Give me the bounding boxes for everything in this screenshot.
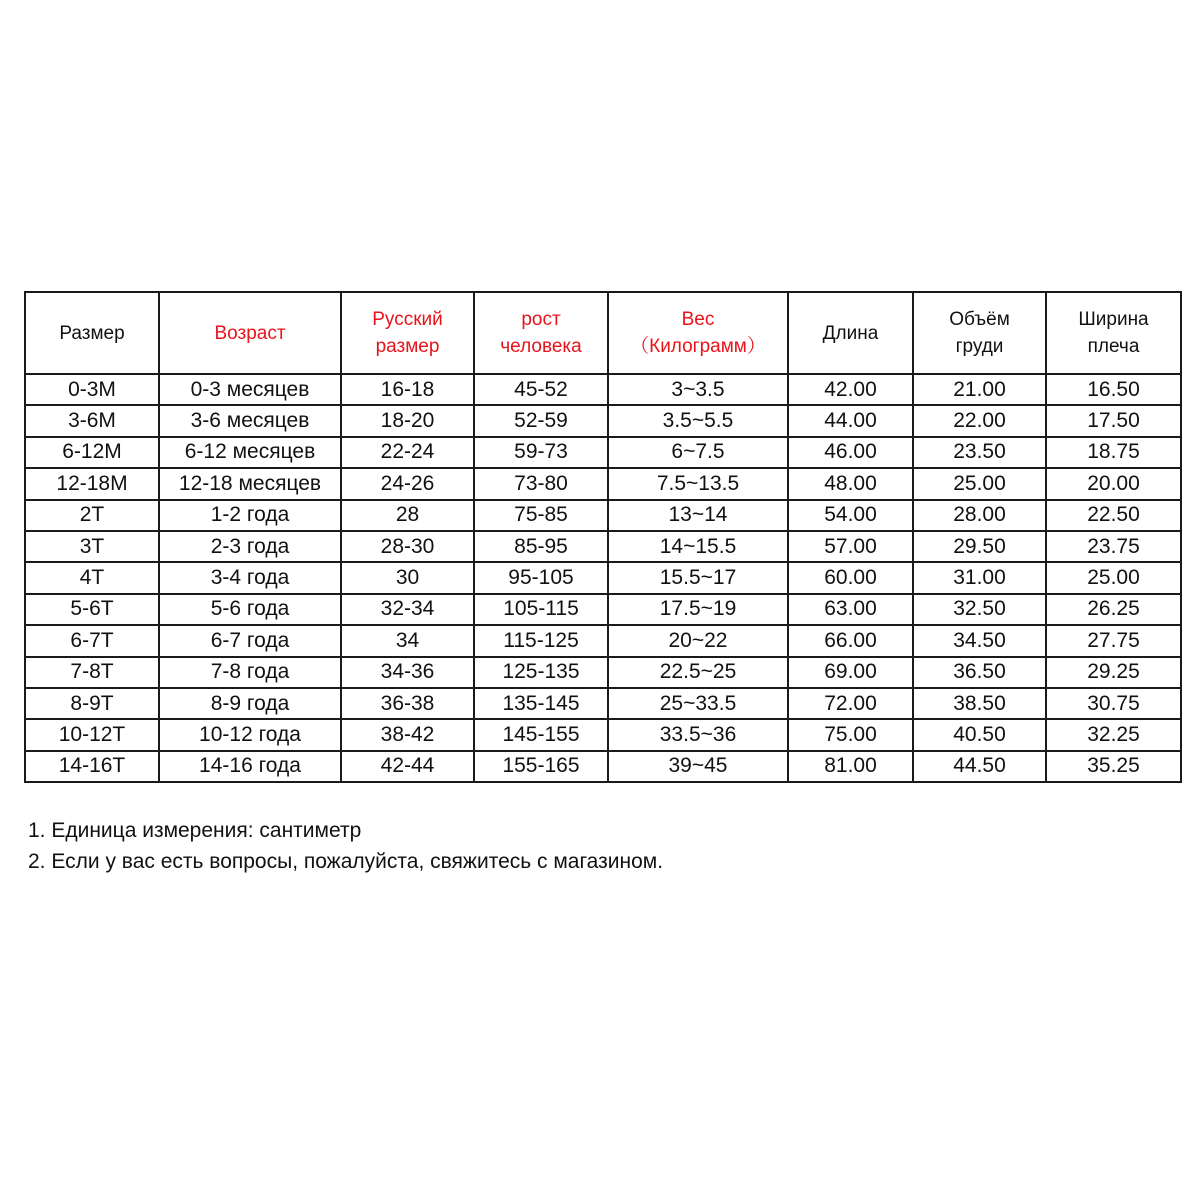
cell-weight: 14~15.5 xyxy=(608,531,788,562)
table-row xyxy=(25,500,1181,531)
cell-height: 125-135 xyxy=(474,657,608,688)
cell-age: 12-18 месяцев xyxy=(159,468,341,499)
cell-length: 81.00 xyxy=(788,751,913,782)
cell-shoulder: 16.50 xyxy=(1046,374,1181,405)
cell-weight: 39~45 xyxy=(608,751,788,782)
cell-russian-size: 30 xyxy=(341,562,474,593)
table-row xyxy=(25,405,1181,436)
cell-shoulder: 25.00 xyxy=(1046,562,1181,593)
table-row xyxy=(25,531,1181,562)
cell-shoulder: 20.00 xyxy=(1046,468,1181,499)
cell-length: 48.00 xyxy=(788,468,913,499)
header-shoulder: Ширина плеча xyxy=(1046,292,1181,374)
cell-russian-size: 18-20 xyxy=(341,405,474,436)
cell-chest: 25.00 xyxy=(913,468,1046,499)
cell-weight: 3.5~5.5 xyxy=(608,405,788,436)
cell-russian-size: 42-44 xyxy=(341,751,474,782)
cell-age: 5-6 года xyxy=(159,594,341,625)
cell-length: 66.00 xyxy=(788,625,913,656)
cell-weight: 6~7.5 xyxy=(608,437,788,468)
cell-age: 3-4 года xyxy=(159,562,341,593)
cell-weight: 17.5~19 xyxy=(608,594,788,625)
cell-shoulder: 30.75 xyxy=(1046,688,1181,719)
header-age: Возраст xyxy=(159,292,341,374)
cell-chest: 29.50 xyxy=(913,531,1046,562)
cell-shoulder: 32.25 xyxy=(1046,719,1181,750)
cell-chest: 44.50 xyxy=(913,751,1046,782)
cell-age: 6-7 года xyxy=(159,625,341,656)
cell-age: 3-6 месяцев xyxy=(159,405,341,436)
cell-weight: 25~33.5 xyxy=(608,688,788,719)
cell-size: 5-6T xyxy=(25,594,159,625)
cell-size: 8-9T xyxy=(25,688,159,719)
cell-shoulder: 29.25 xyxy=(1046,657,1181,688)
cell-russian-size: 34 xyxy=(341,625,474,656)
cell-length: 69.00 xyxy=(788,657,913,688)
header-chest: Объём груди xyxy=(913,292,1046,374)
cell-weight: 15.5~17 xyxy=(608,562,788,593)
header-length: Длина xyxy=(788,292,913,374)
cell-age: 0-3 месяцев xyxy=(159,374,341,405)
cell-chest: 40.50 xyxy=(913,719,1046,750)
table-row xyxy=(25,719,1181,750)
cell-shoulder: 23.75 xyxy=(1046,531,1181,562)
cell-age: 6-12 месяцев xyxy=(159,437,341,468)
cell-shoulder: 27.75 xyxy=(1046,625,1181,656)
cell-size: 3T xyxy=(25,531,159,562)
table-row xyxy=(25,437,1181,468)
cell-length: 63.00 xyxy=(788,594,913,625)
cell-size: 6-7T xyxy=(25,625,159,656)
cell-height: 95-105 xyxy=(474,562,608,593)
cell-height: 135-145 xyxy=(474,688,608,719)
cell-weight: 13~14 xyxy=(608,500,788,531)
cell-chest: 38.50 xyxy=(913,688,1046,719)
cell-weight: 22.5~25 xyxy=(608,657,788,688)
cell-size: 7-8T xyxy=(25,657,159,688)
cell-height: 75-85 xyxy=(474,500,608,531)
cell-height: 155-165 xyxy=(474,751,608,782)
cell-russian-size: 22-24 xyxy=(341,437,474,468)
size-chart-table xyxy=(24,291,1182,783)
cell-chest: 21.00 xyxy=(913,374,1046,405)
cell-shoulder: 35.25 xyxy=(1046,751,1181,782)
table-row xyxy=(25,468,1181,499)
cell-chest: 23.50 xyxy=(913,437,1046,468)
cell-age: 10-12 года xyxy=(159,719,341,750)
cell-chest: 22.00 xyxy=(913,405,1046,436)
cell-shoulder: 26.25 xyxy=(1046,594,1181,625)
table-row xyxy=(25,625,1181,656)
table-row xyxy=(25,688,1181,719)
cell-size: 2T xyxy=(25,500,159,531)
cell-height: 45-52 xyxy=(474,374,608,405)
cell-length: 54.00 xyxy=(788,500,913,531)
table-row xyxy=(25,374,1181,405)
cell-russian-size: 36-38 xyxy=(341,688,474,719)
cell-age: 8-9 года xyxy=(159,688,341,719)
cell-age: 1-2 года xyxy=(159,500,341,531)
cell-size: 4T xyxy=(25,562,159,593)
table-row xyxy=(25,562,1181,593)
cell-size: 10-12T xyxy=(25,719,159,750)
table-header-row xyxy=(25,292,1181,374)
cell-size: 12-18M xyxy=(25,468,159,499)
cell-height: 85-95 xyxy=(474,531,608,562)
cell-russian-size: 28-30 xyxy=(341,531,474,562)
cell-size: 3-6M xyxy=(25,405,159,436)
cell-shoulder: 17.50 xyxy=(1046,405,1181,436)
cell-weight: 33.5~36 xyxy=(608,719,788,750)
cell-length: 75.00 xyxy=(788,719,913,750)
cell-weight: 3~3.5 xyxy=(608,374,788,405)
cell-chest: 34.50 xyxy=(913,625,1046,656)
header-weight: Вес （Килограмм） xyxy=(608,292,788,374)
cell-russian-size: 32-34 xyxy=(341,594,474,625)
cell-height: 52-59 xyxy=(474,405,608,436)
cell-russian-size: 16-18 xyxy=(341,374,474,405)
table-row xyxy=(25,751,1181,782)
cell-chest: 28.00 xyxy=(913,500,1046,531)
cell-height: 73-80 xyxy=(474,468,608,499)
header-height: рост человека xyxy=(474,292,608,374)
note-contact: 2. Если у вас есть вопросы, пожалуйста, свяжитесь с магазином. xyxy=(28,850,664,873)
cell-chest: 32.50 xyxy=(913,594,1046,625)
header-size: Размер xyxy=(25,292,159,374)
cell-length: 44.00 xyxy=(788,405,913,436)
note-unit: 1. Единица измерения: сантиметр xyxy=(28,819,362,842)
cell-age: 2-3 года xyxy=(159,531,341,562)
cell-length: 60.00 xyxy=(788,562,913,593)
cell-height: 59-73 xyxy=(474,437,608,468)
cell-weight: 20~22 xyxy=(608,625,788,656)
cell-russian-size: 24-26 xyxy=(341,468,474,499)
cell-chest: 36.50 xyxy=(913,657,1046,688)
cell-length: 46.00 xyxy=(788,437,913,468)
table-body xyxy=(25,374,1181,782)
cell-height: 115-125 xyxy=(474,625,608,656)
cell-length: 72.00 xyxy=(788,688,913,719)
cell-age: 7-8 года xyxy=(159,657,341,688)
cell-height: 105-115 xyxy=(474,594,608,625)
table-row xyxy=(25,657,1181,688)
cell-shoulder: 18.75 xyxy=(1046,437,1181,468)
cell-russian-size: 38-42 xyxy=(341,719,474,750)
cell-length: 42.00 xyxy=(788,374,913,405)
table-row xyxy=(25,594,1181,625)
cell-shoulder: 22.50 xyxy=(1046,500,1181,531)
cell-age: 14-16 года xyxy=(159,751,341,782)
cell-size: 0-3M xyxy=(25,374,159,405)
cell-chest: 31.00 xyxy=(913,562,1046,593)
header-russian-size: Русский размер xyxy=(341,292,474,374)
cell-russian-size: 28 xyxy=(341,500,474,531)
cell-russian-size: 34-36 xyxy=(341,657,474,688)
cell-size: 14-16T xyxy=(25,751,159,782)
cell-size: 6-12M xyxy=(25,437,159,468)
cell-weight: 7.5~13.5 xyxy=(608,468,788,499)
cell-height: 145-155 xyxy=(474,719,608,750)
cell-length: 57.00 xyxy=(788,531,913,562)
notes xyxy=(28,815,1168,877)
